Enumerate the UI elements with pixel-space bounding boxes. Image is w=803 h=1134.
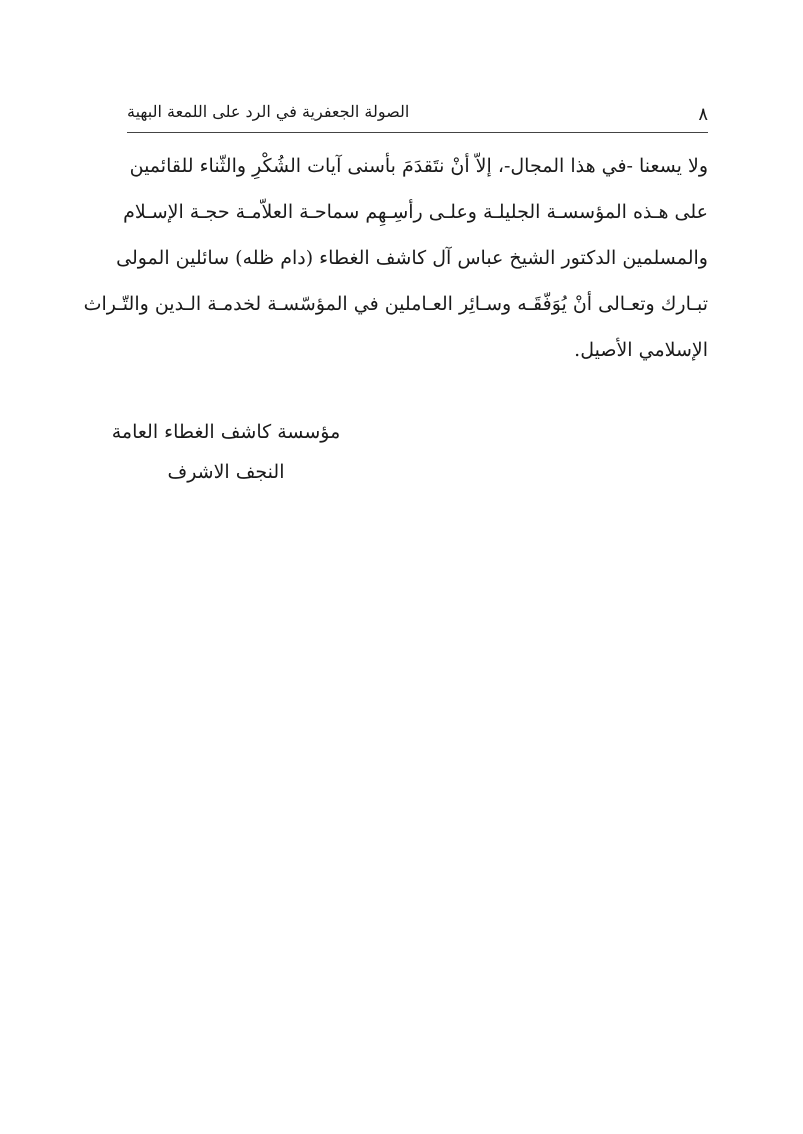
page-header [127,100,708,133]
paragraph-line: والمسلمين الدكتور الشيخ عباس آل كاشف الغطاء (دام ظله) سائلين المولى [116,247,708,269]
signature-organization: مؤسسة كاشف الغطاء العامة [111,421,341,443]
signature-location: النجف الاشرف [167,461,285,483]
page-number: ٨ [698,104,708,125]
signature-block [111,412,341,492]
paragraph-line: ولا يسعنا -في هذا المجال-، إلاّ أنْ نتَقدَمَ بأسنى آيات الشُكْرِ والثّناء للقائمين [129,155,708,177]
body-paragraph [83,143,708,373]
running-title: الصولة الجعفرية في الرد على اللمعة البهية [127,102,410,121]
paragraph-line: تبـارك وتعـالى أنْ يُوَفّقَـه وسـائِر العـاملين في المؤسّسـة لخدمـة الـدين والتّـراث [83,293,708,315]
paragraph-line: الإسلامي الأصيل. [574,339,708,361]
paragraph-line: على هـذه المؤسسـة الجليلـة وعلـى رأسِـهِم سماحـة العلاّمـة حجـة الإسـلام [123,201,708,223]
